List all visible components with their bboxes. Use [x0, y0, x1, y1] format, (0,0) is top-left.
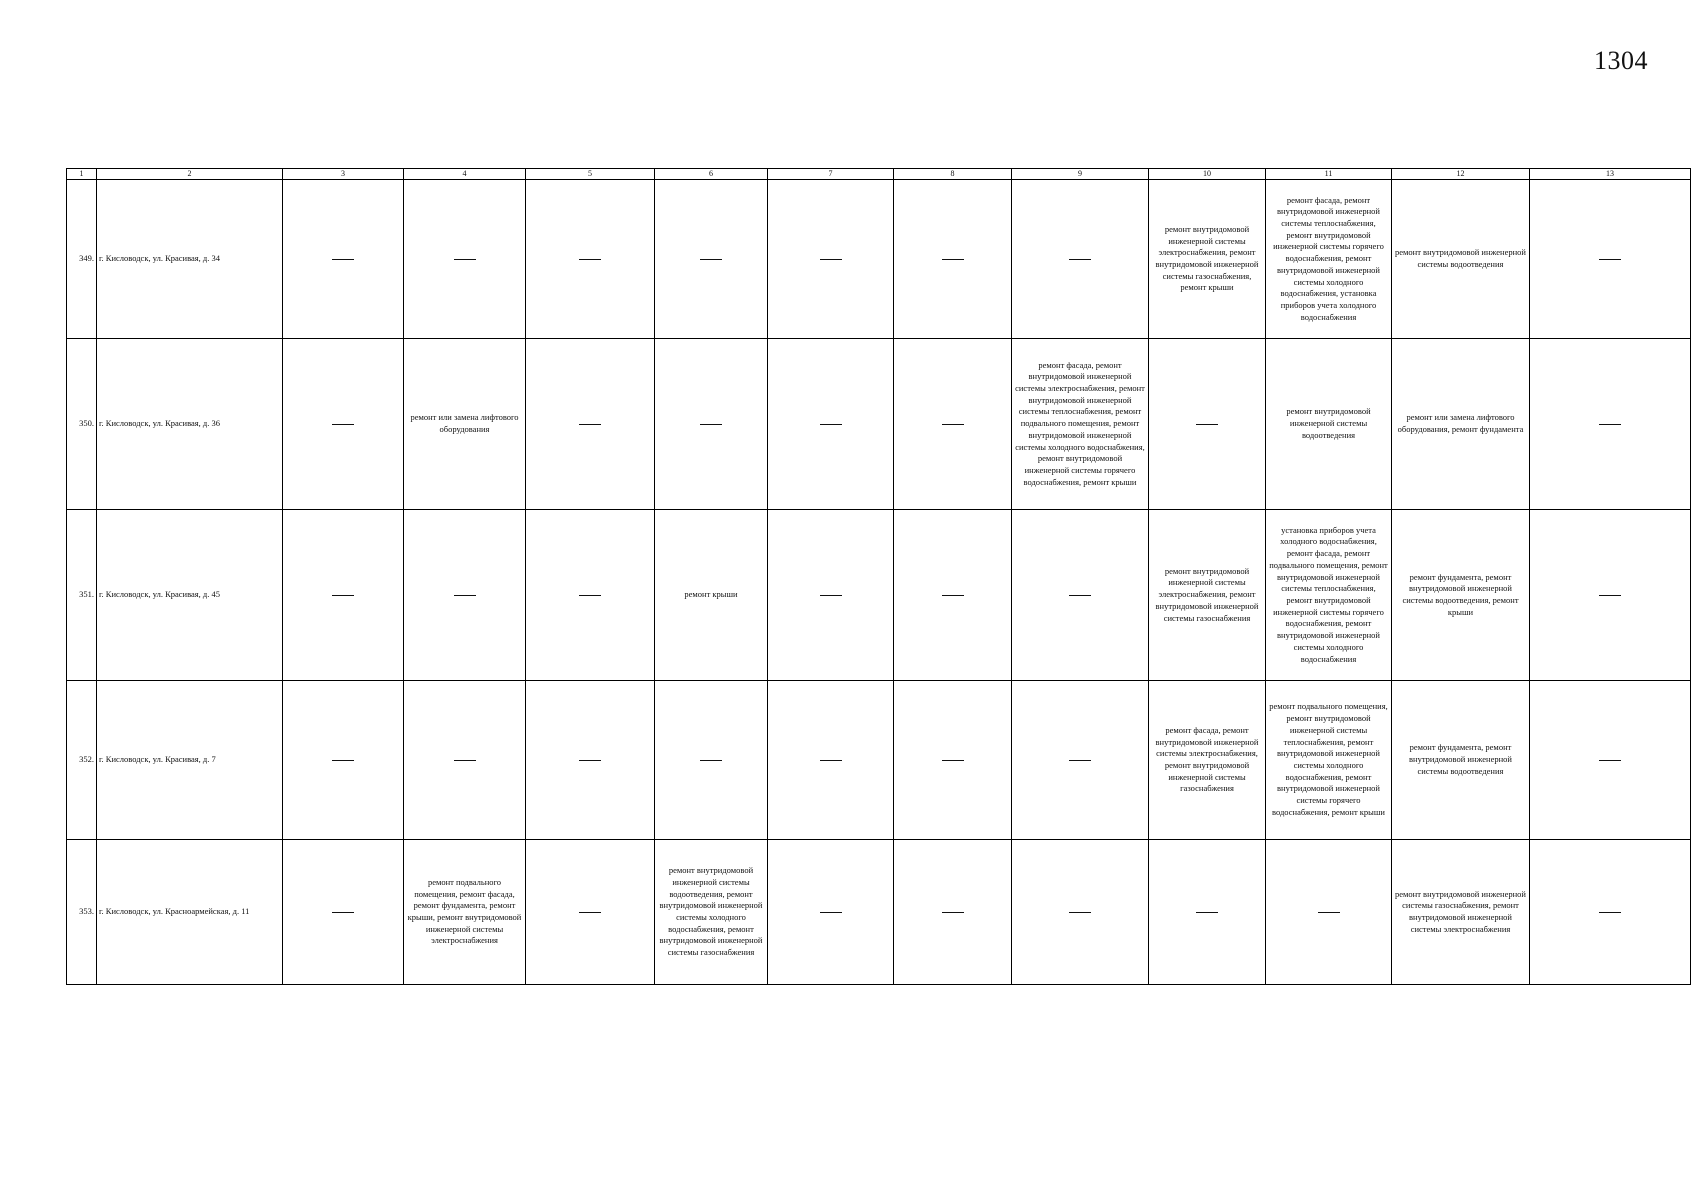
table-cell: ремонт фасада, ремонт внутридомовой инженерной системы электроснабжения, ремонт внутридомовой инженерной системы теплоснабжения, ремонт подвального помещения, ремонт внутридомовой инженерной системы холодного водоснабжения, ремонт внутридомовой инженерной системы горячего водоснабжения, ремонт крыши [1012, 339, 1149, 510]
table-cell: ремонт подвального помещения, ремонт внутридомовой инженерной системы теплоснабжения, ремонт внутридомовой инженерной системы холодного водоснабжения, ремонт внутридомовой инженерной системы горячего водоснабжения, ремонт крыши [1266, 681, 1392, 840]
dash-mark [1069, 912, 1091, 913]
column-header: 7 [768, 169, 894, 180]
dash-mark [454, 760, 476, 761]
column-header: 2 [97, 169, 283, 180]
dash-mark [454, 259, 476, 260]
column-header: 9 [1012, 169, 1149, 180]
column-header: 10 [1149, 169, 1266, 180]
dash-mark [942, 760, 964, 761]
row-number: 349. [67, 180, 97, 339]
dash-mark [1599, 912, 1621, 913]
dash-mark [1196, 424, 1218, 425]
empty-dash-cell [1530, 180, 1691, 339]
row-number: 352. [67, 681, 97, 840]
dash-mark [1599, 259, 1621, 260]
dash-mark [820, 424, 842, 425]
dash-mark [454, 595, 476, 596]
column-header: 8 [894, 169, 1012, 180]
row-number: 353. [67, 840, 97, 985]
empty-dash-cell [526, 180, 655, 339]
dash-mark [1069, 760, 1091, 761]
empty-dash-cell [1530, 840, 1691, 985]
address-cell: г. Кисловодск, ул. Красивая, д. 36 [97, 339, 283, 510]
dash-mark [700, 424, 722, 425]
row-number: 351. [67, 510, 97, 681]
address-cell: г. Кисловодск, ул. Красивая, д. 45 [97, 510, 283, 681]
column-header: 6 [655, 169, 768, 180]
table-row [67, 180, 1691, 339]
address-cell: г. Кисловодск, ул. Красивая, д. 34 [97, 180, 283, 339]
empty-dash-cell [283, 840, 404, 985]
dash-mark [332, 424, 354, 425]
dash-mark [579, 912, 601, 913]
empty-dash-cell [1012, 510, 1149, 681]
empty-dash-cell [1149, 840, 1266, 985]
empty-dash-cell [283, 681, 404, 840]
empty-dash-cell [283, 339, 404, 510]
empty-dash-cell [1149, 339, 1266, 510]
table-cell: установка приборов учета холодного водоснабжения, ремонт фасада, ремонт подвального помещения, ремонт внутридомовой инженерной системы теплоснабжения, ремонт внутридомовой инженерной системы горячего водоснабжения, ремонт внутридомовой инженерной системы холодного водоснабжения [1266, 510, 1392, 681]
dash-mark [1196, 912, 1218, 913]
empty-dash-cell [1012, 840, 1149, 985]
empty-dash-cell [768, 339, 894, 510]
table-row [67, 840, 1691, 985]
table-row [67, 510, 1691, 681]
row-number: 350. [67, 339, 97, 510]
dash-mark [332, 259, 354, 260]
empty-dash-cell [1530, 339, 1691, 510]
address-cell: г. Кисловодск, ул. Красивая, д. 7 [97, 681, 283, 840]
empty-dash-cell [1012, 681, 1149, 840]
dash-mark [700, 259, 722, 260]
table-cell: ремонт внутридомовой инженерной системы газоснабжения, ремонт внутридомовой инженерной системы электроснабжения [1392, 840, 1530, 985]
column-header: 11 [1266, 169, 1392, 180]
dash-mark [1599, 595, 1621, 596]
empty-dash-cell [283, 510, 404, 681]
dash-mark [1069, 595, 1091, 596]
table-cell: ремонт подвального помещения, ремонт фасада, ремонт фундамента, ремонт крыши, ремонт внутридомовой инженерной системы электроснабжения [404, 840, 526, 985]
dash-mark [942, 424, 964, 425]
empty-dash-cell [404, 510, 526, 681]
empty-dash-cell [526, 339, 655, 510]
empty-dash-cell [768, 180, 894, 339]
empty-dash-cell [283, 180, 404, 339]
dash-mark [579, 760, 601, 761]
column-header: 12 [1392, 169, 1530, 180]
dash-mark [1318, 912, 1340, 913]
table-row [67, 681, 1691, 840]
dash-mark [332, 912, 354, 913]
empty-dash-cell [404, 681, 526, 840]
dash-mark [820, 259, 842, 260]
dash-mark [332, 595, 354, 596]
column-header: 3 [283, 169, 404, 180]
table-cell: ремонт внутридомовой инженерной системы водоотведения [1392, 180, 1530, 339]
dash-mark [820, 595, 842, 596]
dash-mark [332, 760, 354, 761]
dash-mark [942, 912, 964, 913]
dash-mark [579, 424, 601, 425]
dash-mark [579, 259, 601, 260]
table-cell: ремонт фасада, ремонт внутридомовой инженерной системы теплоснабжения, ремонт внутридомовой инженерной системы горячего водоснабжения, ремонт внутридомовой инженерной системы холодного водоснабжения, установка приборов учета холодного водоснабжения [1266, 180, 1392, 339]
empty-dash-cell [526, 510, 655, 681]
empty-dash-cell [526, 681, 655, 840]
repair-schedule-table [66, 168, 1691, 985]
dash-mark [820, 760, 842, 761]
empty-dash-cell [894, 510, 1012, 681]
empty-dash-cell [768, 681, 894, 840]
table-cell: ремонт фасада, ремонт внутридомовой инженерной системы электроснабжения, ремонт внутридомовой инженерной системы газоснабжения [1149, 681, 1266, 840]
empty-dash-cell [768, 510, 894, 681]
empty-dash-cell [894, 180, 1012, 339]
table-cell: ремонт крыши [655, 510, 768, 681]
dash-mark [942, 259, 964, 260]
table-cell: ремонт внутридомовой инженерной системы электроснабжения, ремонт внутридомовой инженерной системы газоснабжения [1149, 510, 1266, 681]
empty-dash-cell [894, 339, 1012, 510]
dash-mark [1599, 760, 1621, 761]
table-cell: ремонт внутридомовой инженерной системы водоотведения [1266, 339, 1392, 510]
dash-mark [942, 595, 964, 596]
column-header: 1 [67, 169, 97, 180]
header-row [67, 169, 1691, 180]
table-cell: ремонт или замена лифтового оборудования [404, 339, 526, 510]
empty-dash-cell [655, 339, 768, 510]
table-cell: ремонт фундамента, ремонт внутридомовой инженерной системы водоотведения, ремонт крыши [1392, 510, 1530, 681]
empty-dash-cell [894, 840, 1012, 985]
column-header: 13 [1530, 169, 1691, 180]
empty-dash-cell [655, 180, 768, 339]
empty-dash-cell [768, 840, 894, 985]
dash-mark [579, 595, 601, 596]
table-row [67, 339, 1691, 510]
empty-dash-cell [1012, 180, 1149, 339]
dash-mark [1069, 259, 1091, 260]
empty-dash-cell [894, 681, 1012, 840]
page-number: 1304 [1594, 46, 1648, 75]
dash-mark [820, 912, 842, 913]
table-cell: ремонт внутридомовой инженерной системы электроснабжения, ремонт внутридомовой инженерной системы газоснабжения, ремонт крыши [1149, 180, 1266, 339]
empty-dash-cell [1530, 681, 1691, 840]
empty-dash-cell [404, 180, 526, 339]
table-cell: ремонт или замена лифтового оборудования, ремонт фундамента [1392, 339, 1530, 510]
table-cell: ремонт фундамента, ремонт внутридомовой инженерной системы водоотведения [1392, 681, 1530, 840]
empty-dash-cell [1530, 510, 1691, 681]
empty-dash-cell [526, 840, 655, 985]
dash-mark [700, 760, 722, 761]
dash-mark [1599, 424, 1621, 425]
empty-dash-cell [1266, 840, 1392, 985]
column-header: 5 [526, 169, 655, 180]
empty-dash-cell [655, 681, 768, 840]
table-cell: ремонт внутридомовой инженерной системы водоотведения, ремонт внутридомовой инженерной системы холодного водоснабжения, ремонт внутридомовой инженерной системы газоснабжения [655, 840, 768, 985]
address-cell: г. Кисловодск, ул. Красноармейская, д. 11 [97, 840, 283, 985]
column-header: 4 [404, 169, 526, 180]
